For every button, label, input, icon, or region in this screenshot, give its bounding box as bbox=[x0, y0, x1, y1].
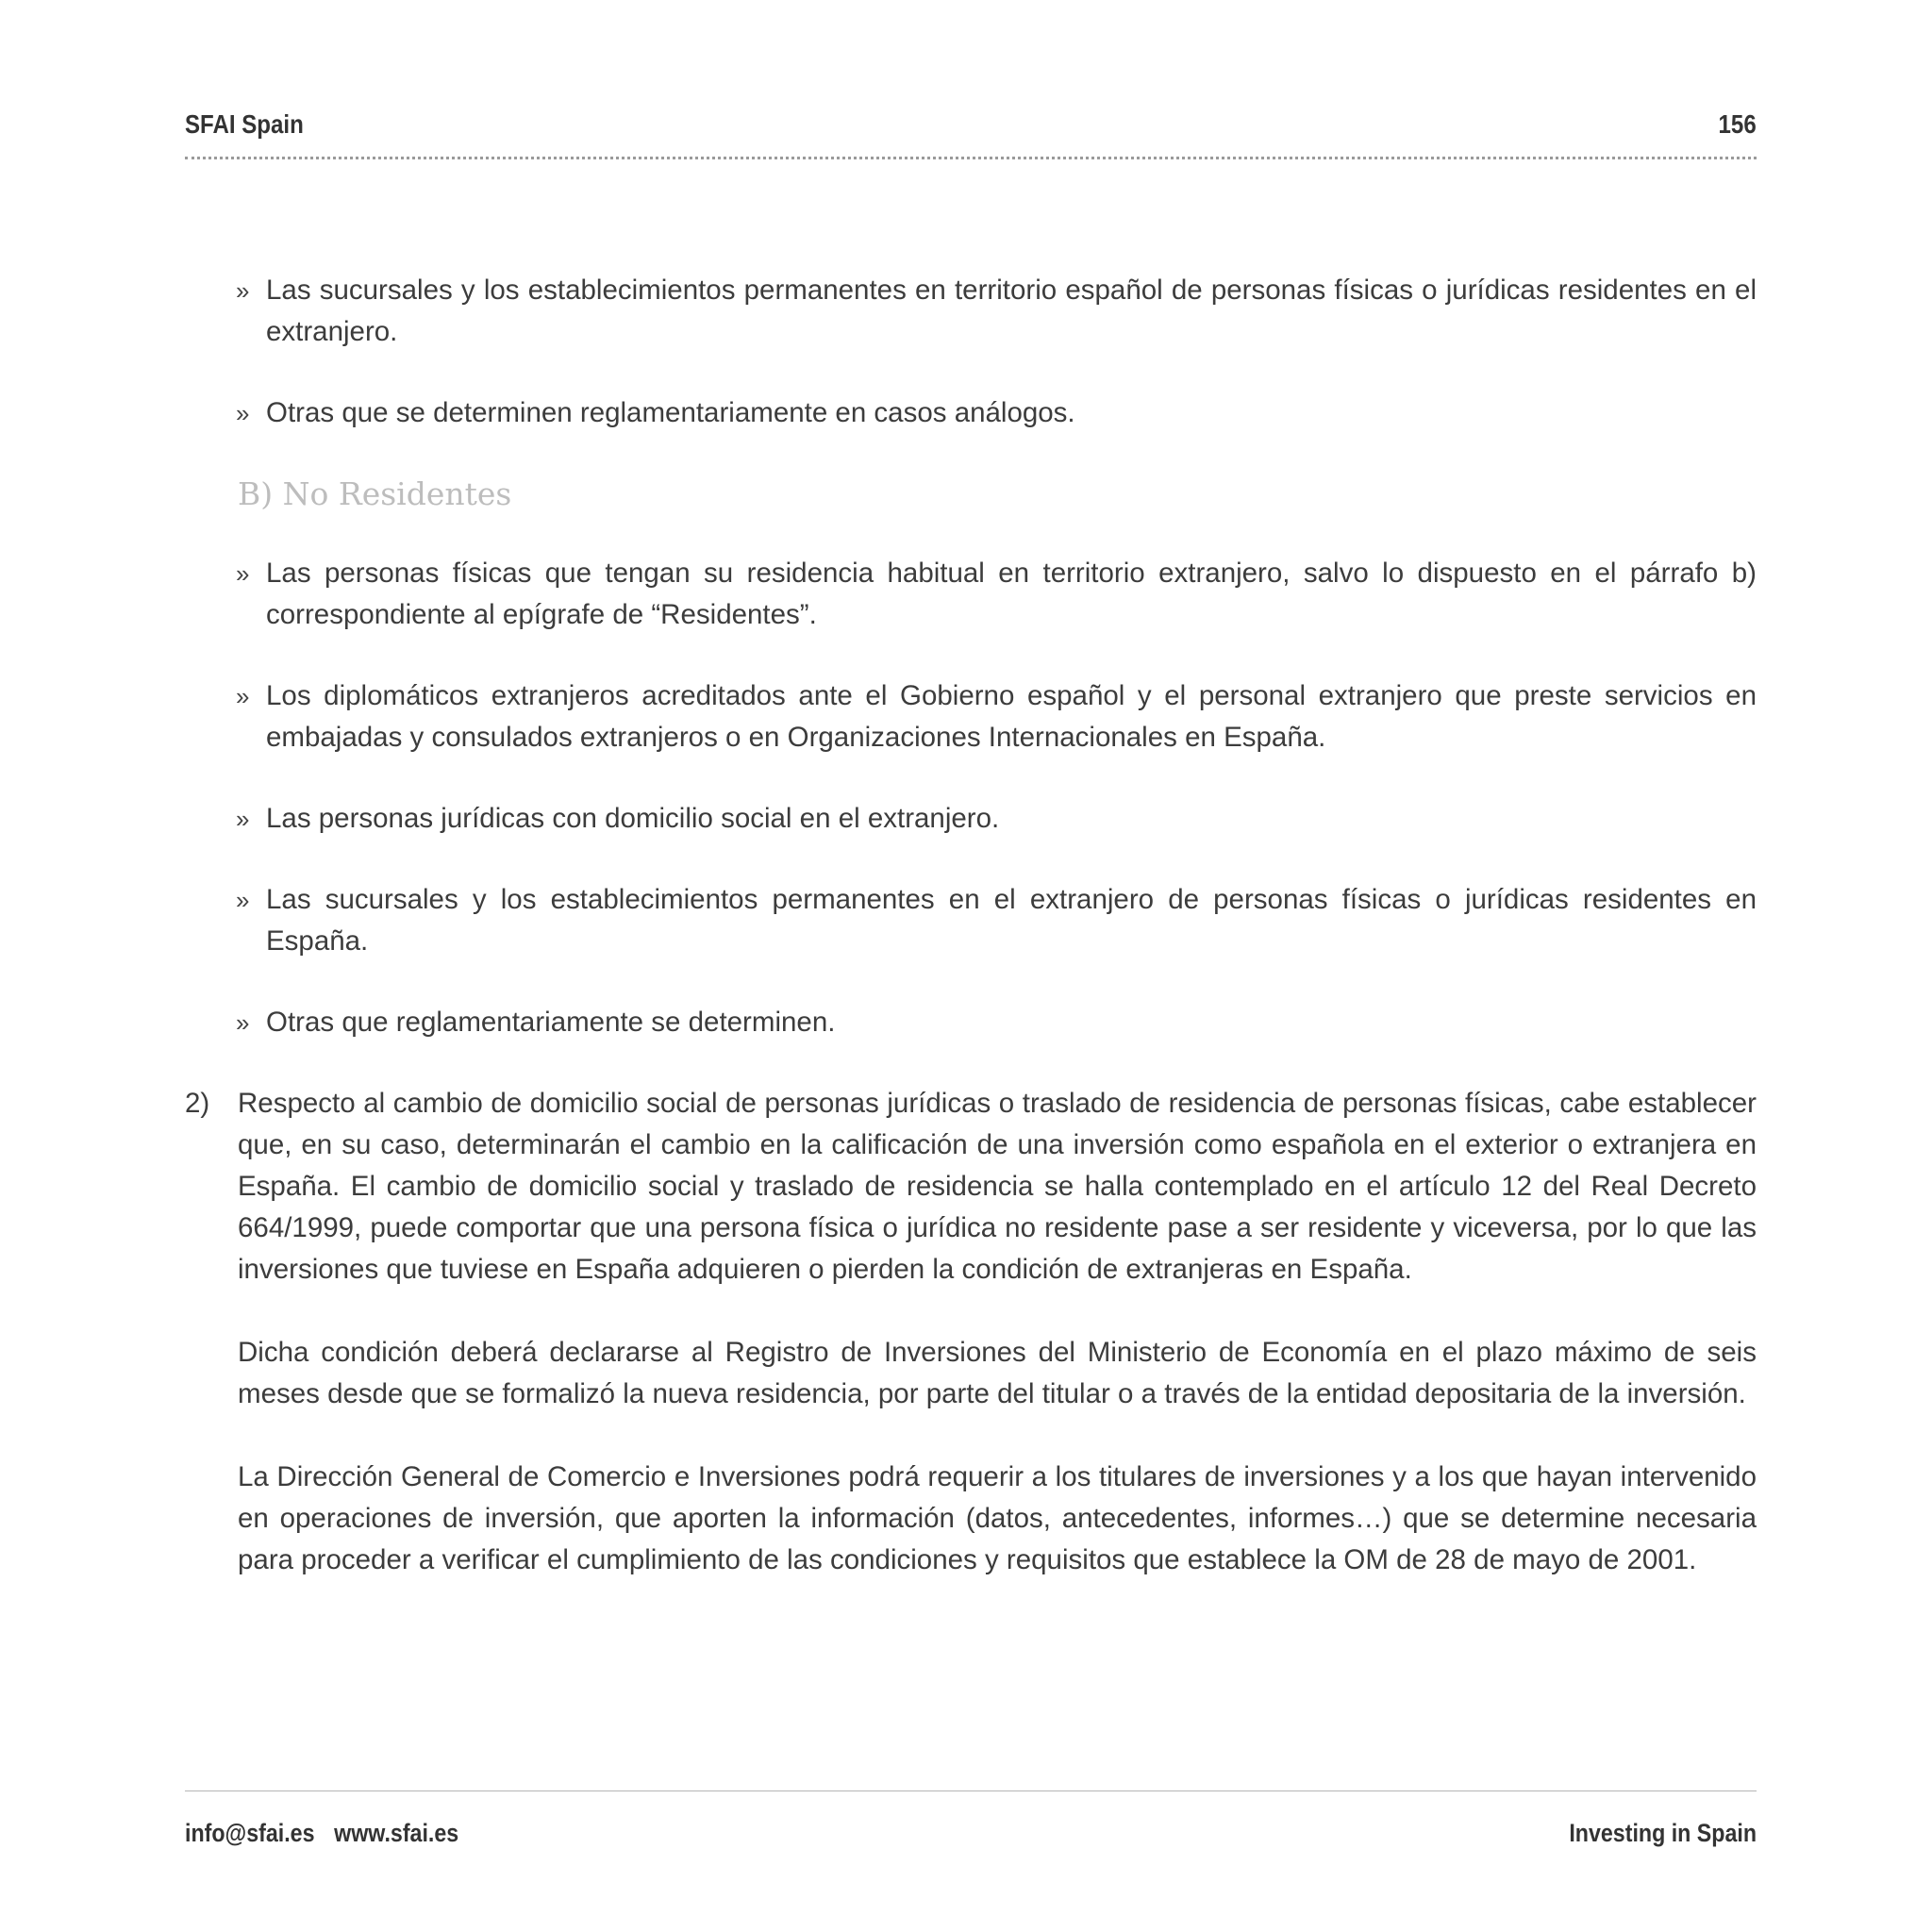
bullet-mark: » bbox=[236, 886, 250, 914]
bullet-text: Otras que reglamentariamente se determinen. bbox=[266, 1007, 836, 1038]
footer-contact bbox=[185, 1819, 458, 1848]
item-number: 2) bbox=[185, 1088, 210, 1119]
paragraph: Dicha condición deberá declararse al Registro de Inversiones del Ministerio de Economía en el plazo máximo de seis meses desde que se formalizó la nueva residencia, por parte del titular o a través de la entidad depositaria de la inversión. bbox=[238, 1337, 1757, 1409]
page-footer bbox=[185, 1819, 1757, 1853]
bullet-mark: » bbox=[236, 276, 250, 305]
bullet-text: Las personas físicas que tengan su residencia habitual en territorio extranjero, salvo lo dispuesto en el párrafo b) correspondiente al epígrafe de “Residentes”. bbox=[266, 558, 1757, 630]
footer-divider bbox=[185, 1790, 1757, 1791]
bullet-mark: » bbox=[236, 1008, 250, 1037]
footer-website-link[interactable]: www.sfai.es bbox=[334, 1819, 459, 1847]
numbered-item-2 bbox=[185, 1083, 1757, 1581]
page-body bbox=[185, 270, 1757, 1581]
bullet-mark: » bbox=[236, 399, 250, 427]
bullet-mark: » bbox=[236, 682, 250, 710]
bullet-item bbox=[185, 270, 1757, 353]
bullet-item bbox=[185, 1002, 1757, 1043]
bullet-mark: » bbox=[236, 805, 250, 833]
bullet-text: Otras que se determinen reglamentariamente en casos análogos. bbox=[266, 397, 1075, 428]
bullet-item bbox=[185, 392, 1757, 434]
paragraph: La Dirección General de Comercio e Inversiones podrá requerir a los titulares de inversiones y a los que hayan intervenido en operaciones de inversión, que aporten la información (datos, antecedentes, informes…) que se determine necesaria para proceder a verificar el cumplimiento de las condiciones y requisitos que establece la OM de 28 de mayo de 2001. bbox=[238, 1461, 1757, 1575]
paragraph: Respecto al cambio de domicilio social de personas jurídicas o traslado de residencia de personas físicas, cabe establecer que, en su caso, determinarán el cambio en la calificación de una inversión como española en el exterior o extranjera en España. El cambio de domicilio social y traslado de residencia se halla contemplado en el artículo 12 del Real Decreto 664/1999, puede comportar que una persona física o jurídica no residente pase a ser residente y viceversa, por lo que las inversiones que tuviese en España adquieren o pierden la condición de extranjeras en España. bbox=[238, 1088, 1757, 1285]
bullet-item bbox=[185, 879, 1757, 962]
header-dotted-divider bbox=[185, 157, 1757, 159]
bullet-text: Las sucursales y los establecimientos permanentes en territorio español de personas físicas o jurídicas residentes en el extranjero. bbox=[266, 275, 1757, 347]
page-header bbox=[185, 109, 1757, 147]
section-heading-no-residentes: B) No Residentes bbox=[238, 475, 512, 512]
bullet-text: Las personas jurídicas con domicilio social en el extranjero. bbox=[266, 803, 1000, 834]
bullet-item bbox=[185, 798, 1757, 840]
bullet-text: Las sucursales y los establecimientos permanentes en el extranjero de personas físicas o jurídicas residentes en España. bbox=[266, 884, 1757, 957]
bullet-mark: » bbox=[236, 559, 250, 588]
bullet-text: Los diplomáticos extranjeros acreditados ante el Gobierno español y el personal extranjero que preste servicios en embajadas y consulados extranjeros o en Organizaciones Internacionales en España. bbox=[266, 680, 1757, 753]
footer-publication-title: Investing in Spain bbox=[1569, 1819, 1757, 1847]
header-brand: SFAI Spain bbox=[185, 109, 304, 139]
page-number: 156 bbox=[1718, 109, 1757, 139]
bullet-item bbox=[185, 553, 1757, 636]
footer-email-link[interactable]: info@sfai.es bbox=[185, 1819, 315, 1847]
bullet-item bbox=[185, 675, 1757, 758]
